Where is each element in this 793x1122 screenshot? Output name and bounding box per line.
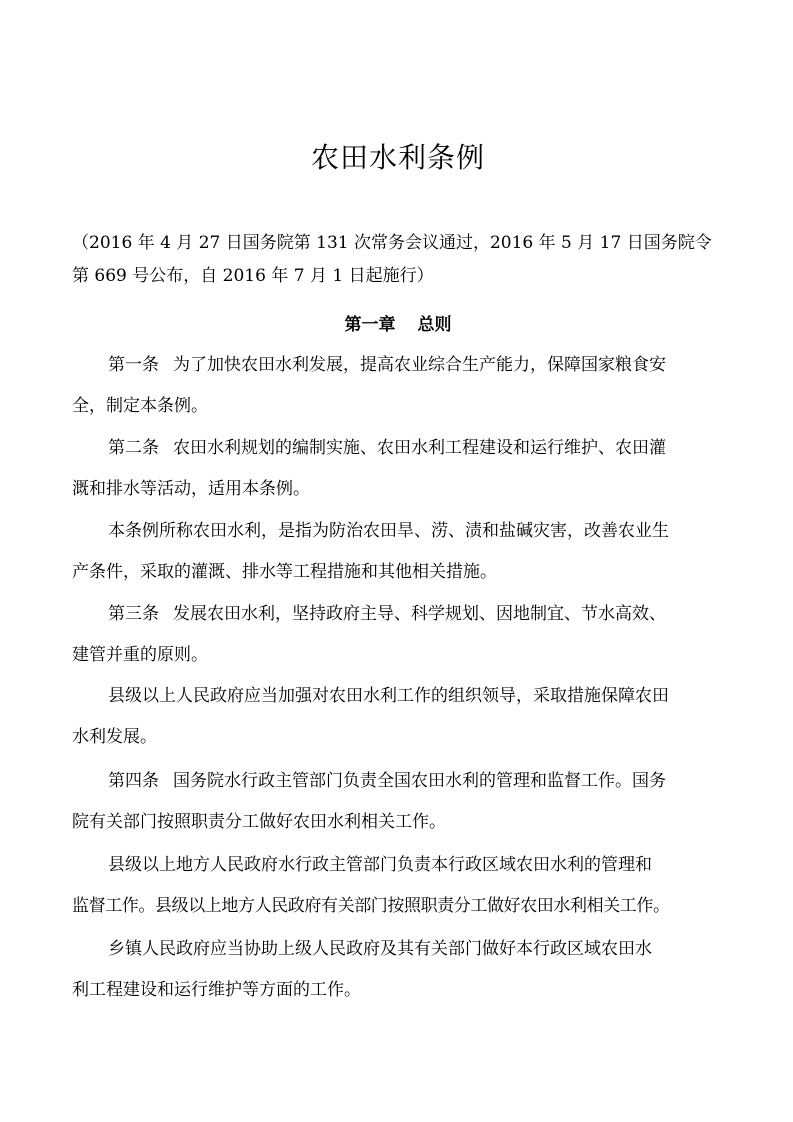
promulgation-note: [72, 227, 724, 293]
article-2-subparagraph: [72, 511, 724, 593]
article-3-paragraph: [72, 594, 724, 676]
paragraph-line: 全，制定本条例。: [72, 396, 208, 416]
paragraph-line: 乡镇人民政府应当协助上级人民政府及其有关部门做好本行政区域农田水: [108, 939, 652, 959]
article-number: 第三条: [108, 604, 159, 624]
paragraph-line: 县级以上人民政府应当加强对农田水利工作的组织领导，采取措施保障农田: [108, 686, 669, 706]
promulgation-note-line: 第 669 号公布，自 2016 年 7 月 1 日起施行）: [72, 266, 434, 286]
paragraph-line: 本条例所称农田水利，是指为防治农田旱、涝、渍和盐碱灾害，改善农业生: [108, 521, 669, 541]
article-4-paragraph: [72, 761, 724, 843]
chapter-number: 第一章: [344, 315, 396, 335]
paragraph-line: 县级以上地方人民政府水行政主管部门负责本行政区域农田水利的管理和: [108, 855, 652, 875]
paragraph-line: 水利发展。: [72, 727, 157, 747]
paragraph-line: 溉和排水等活动，适用本条例。: [72, 479, 310, 499]
paragraph-line: 为了加快农田水利发展，提高农业综合生产能力，保障国家粮食安: [173, 355, 666, 375]
paragraph-line: 利工程建设和运行维护等方面的工作。: [72, 980, 361, 1000]
paragraph-line: 国务院水行政主管部门负责全国农田水利的管理和监督工作。国务: [173, 771, 666, 791]
article-4-subparagraph-2: [72, 929, 724, 1011]
article-number: 第四条: [108, 771, 159, 791]
paragraph-line: 发展农田水利，坚持政府主导、科学规划、因地制宜、节水高效、: [173, 604, 666, 624]
paragraph-line: 农田水利规划的编制实施、农田水利工程建设和运行维护、农田灌: [173, 438, 666, 458]
paragraph-line: 建管并重的原则。: [72, 645, 208, 665]
paragraph-line: 监督工作。县级以上地方人民政府有关部门按照职责分工做好农田水利相关工作。: [72, 896, 670, 916]
article-4-subparagraph: [72, 845, 724, 927]
article-number: 第二条: [108, 438, 159, 458]
chapter-heading: [72, 311, 724, 339]
article-1-paragraph: [72, 345, 724, 427]
chapter-name: 总则: [417, 315, 452, 335]
article-3-subparagraph: [72, 676, 724, 758]
article-number: 第一条: [108, 355, 159, 375]
document-title: 农田水利条例: [310, 141, 485, 174]
promulgation-note-line: （2016 年 4 月 27 日国务院第 131 次常务会议通过，2016 年 5 月 17 日国务院令: [72, 233, 712, 253]
article-2-paragraph: [72, 428, 724, 510]
paragraph-line: 产条件，采取的灌溉、排水等工程措施和其他相关措施。: [72, 562, 497, 582]
paragraph-line: 院有关部门按照职责分工做好农田水利相关工作。: [72, 812, 446, 832]
